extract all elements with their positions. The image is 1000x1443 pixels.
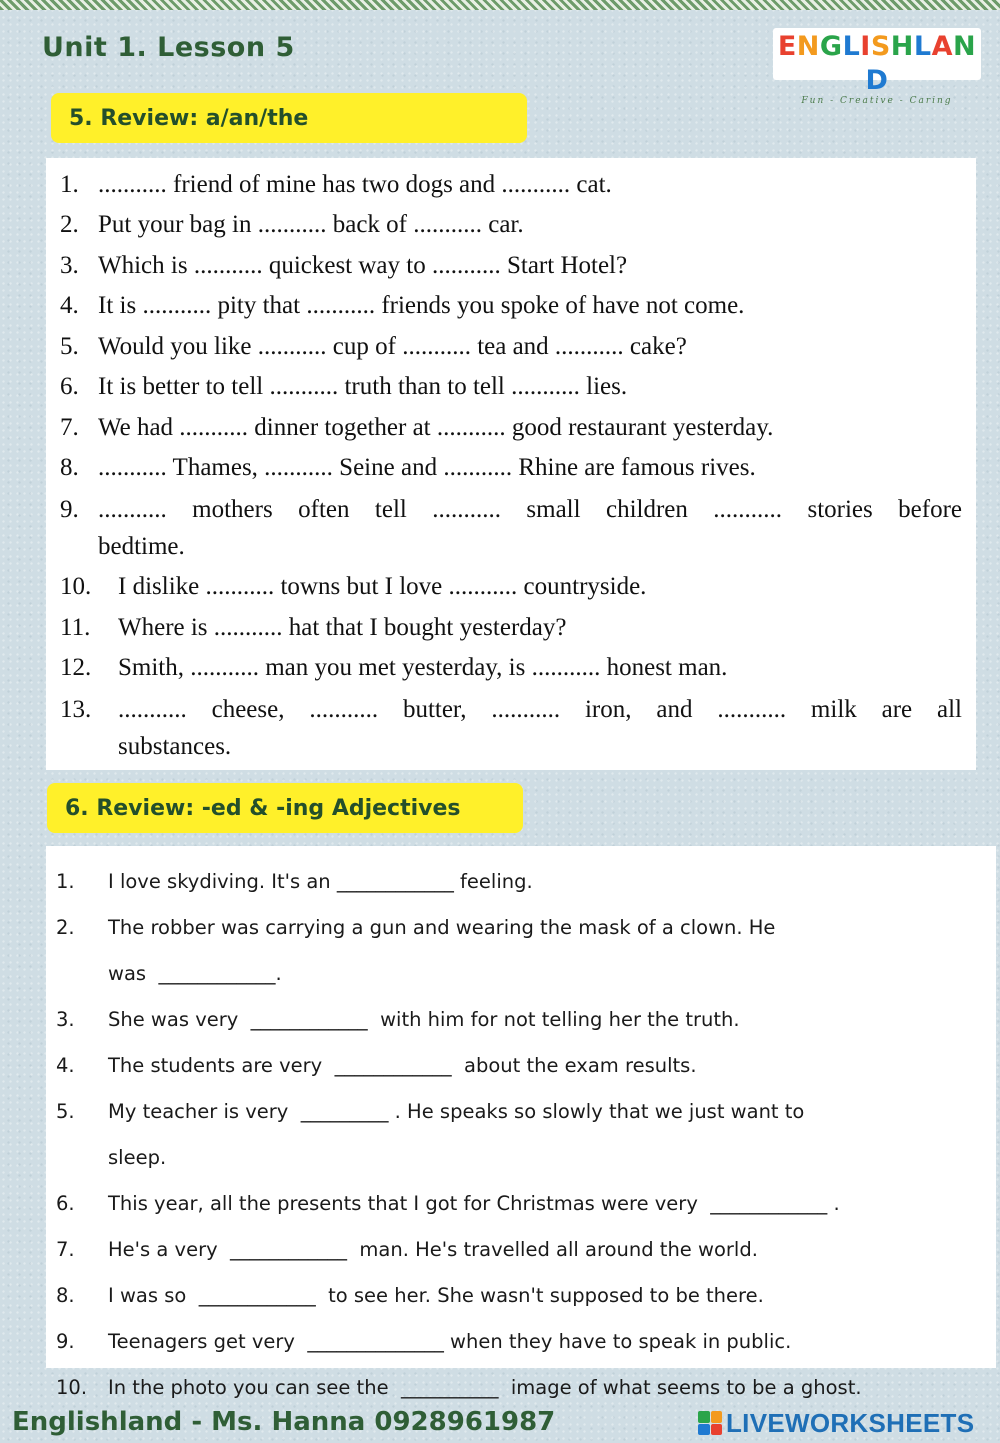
item-text: The students are very ____________ about the exam results. xyxy=(108,1054,697,1077)
item-text: Would you like ........... cup of ........... tea and ........... cake? xyxy=(98,333,687,360)
item-text-continued: bedtime. xyxy=(98,533,185,560)
item-number: 12. xyxy=(60,654,92,681)
item-number: 3. xyxy=(60,252,79,279)
item-number: 6. xyxy=(56,1192,75,1215)
item-text: This year, all the presents that I got for Christmas were very ____________ . xyxy=(108,1192,840,1215)
item-number: 4. xyxy=(56,1054,75,1077)
section-5-item-1[interactable] xyxy=(60,166,962,203)
item-text: ........... mothers often tell ........... small children ........... stories before xyxy=(98,496,962,523)
section-5-item-2[interactable] xyxy=(60,206,962,243)
section-6-item-4[interactable] xyxy=(46,1052,996,1080)
logo-letter: H xyxy=(890,31,914,62)
section-5-item-13[interactable] xyxy=(60,691,962,728)
englishland-logo xyxy=(773,28,981,106)
section-6-item-9[interactable] xyxy=(46,1328,996,1356)
continued-text: was ____________. xyxy=(108,962,282,985)
section-6-item-8[interactable] xyxy=(46,1282,996,1310)
item-text: It is ........... pity that ........... friends you spoke of have not come. xyxy=(98,292,745,319)
item-number: 11. xyxy=(60,614,91,641)
item-text: The robber was carrying a gun and wearing the mask of a clown. He xyxy=(108,916,776,939)
logo-letter: N xyxy=(796,31,820,62)
item-text: Where is ........... hat that I bought yesterday? xyxy=(118,614,567,641)
item-number: 2. xyxy=(56,916,75,939)
item-number: 8. xyxy=(60,454,79,481)
logo-letter: G xyxy=(819,31,843,62)
section-6-item-3[interactable] xyxy=(46,1006,996,1034)
item-text: I dislike ........... towns but I love ........... countryside. xyxy=(118,573,647,600)
section-5-title: 5. Review: a/an/the xyxy=(51,93,527,143)
item-number: 1. xyxy=(56,870,75,893)
item-text: Smith, ........... man you met yesterday, is ........... honest man. xyxy=(118,654,728,681)
section-5-item-12[interactable] xyxy=(60,649,962,686)
item-text: My teacher is very _________ . He speaks so slowly that we just want to xyxy=(108,1100,805,1123)
item-text: Put your bag in ........... back of ........... car. xyxy=(98,211,524,238)
item-number: 6. xyxy=(60,373,79,400)
logo-letter: L xyxy=(913,31,932,62)
section-5-item-7[interactable] xyxy=(60,409,962,446)
item-text: We had ........... dinner together at ........... good restaurant yesterday. xyxy=(98,414,774,441)
section-6-item-5[interactable] xyxy=(46,1098,996,1126)
liveworksheets-brand[interactable] xyxy=(698,1406,974,1440)
item-number: 5. xyxy=(56,1100,75,1123)
item-number: 9. xyxy=(60,496,79,523)
item-text-continued: substances. xyxy=(118,733,232,760)
item-text-continued xyxy=(46,960,996,988)
section-5-item-10[interactable] xyxy=(60,568,962,605)
logo-letter: I xyxy=(860,31,871,62)
section-5-item-8[interactable] xyxy=(60,449,962,486)
section-5-item-11[interactable] xyxy=(60,609,962,646)
top-border-pattern xyxy=(0,0,1000,10)
item-text: It is better to tell ........... truth than to tell ........... lies. xyxy=(98,373,628,400)
section-5-panel xyxy=(46,158,976,770)
section-5-item-6[interactable] xyxy=(60,368,962,405)
section-5-item-4[interactable] xyxy=(60,287,962,324)
logo-letter: E xyxy=(777,31,797,62)
item-number: 2. xyxy=(60,211,79,238)
section-6-item-2[interactable] xyxy=(46,914,996,942)
item-text: Which is ........... quickest way to ........... Start Hotel? xyxy=(98,252,628,279)
footer-credit: Englishland - Ms. Hanna 0928961987 xyxy=(12,1407,556,1437)
item-number: 9. xyxy=(56,1330,75,1353)
section-6-item-10[interactable] xyxy=(46,1372,996,1404)
page-title: Unit 1. Lesson 5 xyxy=(42,32,295,63)
item-number: 10. xyxy=(56,1376,88,1399)
logo-wordmark xyxy=(773,28,981,98)
logo-letter: L xyxy=(842,31,861,62)
item-number: 5. xyxy=(60,333,79,360)
logo-tagline: Fun - Creative - Caring xyxy=(801,96,953,106)
section-6-item-7[interactable] xyxy=(46,1236,996,1264)
item-number: 7. xyxy=(56,1238,75,1261)
item-text: ........... cheese, ........... butter, ........... iron, and ........... milk are all xyxy=(118,696,962,723)
section-5-item-3[interactable] xyxy=(60,247,962,284)
item-number: 8. xyxy=(56,1284,75,1307)
section-6-item-6[interactable] xyxy=(46,1190,996,1218)
item-number: 7. xyxy=(60,414,79,441)
liveworksheets-icon xyxy=(698,1411,722,1435)
item-text: ........... friend of mine has two dogs and ........... cat. xyxy=(98,171,612,198)
logo-letter: S xyxy=(870,31,891,62)
logo-letter: A xyxy=(931,31,954,62)
item-text-continued xyxy=(46,1144,996,1172)
item-text: He's a very ____________ man. He's travelled all around the world. xyxy=(108,1238,758,1261)
logo-letter: N xyxy=(953,31,977,62)
item-number: 10. xyxy=(60,573,92,600)
item-text: Teenagers get very ______________ when they have to speak in public. xyxy=(108,1330,792,1353)
section-6-panel xyxy=(46,846,996,1368)
item-number: 3. xyxy=(56,1008,75,1031)
item-number: 4. xyxy=(60,292,79,319)
item-number: 1. xyxy=(60,171,79,198)
item-number: 13. xyxy=(60,696,92,723)
section-6-title: 6. Review: -ed & -ing Adjectives xyxy=(47,783,523,833)
item-text: ........... Thames, ........... Seine and ........... Rhine are famous rives. xyxy=(98,454,756,481)
section-5-item-5[interactable] xyxy=(60,328,962,365)
logo-letter: D xyxy=(865,65,889,96)
section-5-item-9[interactable] xyxy=(60,491,962,528)
continued-text: sleep. xyxy=(108,1146,167,1169)
section-6-item-1[interactable] xyxy=(46,868,996,896)
item-text: I was so ____________ to see her. She wasn't supposed to be there. xyxy=(108,1284,764,1307)
item-text: She was very ____________ with him for not telling her the truth. xyxy=(108,1008,740,1031)
liveworksheets-wordmark: LIVEWORKSHEETS xyxy=(726,1407,975,1438)
item-text: I love skydiving. It's an ____________ feeling. xyxy=(108,870,533,893)
item-text: In the photo you can see the __________ image of what seems to be a ghost. xyxy=(108,1376,862,1399)
